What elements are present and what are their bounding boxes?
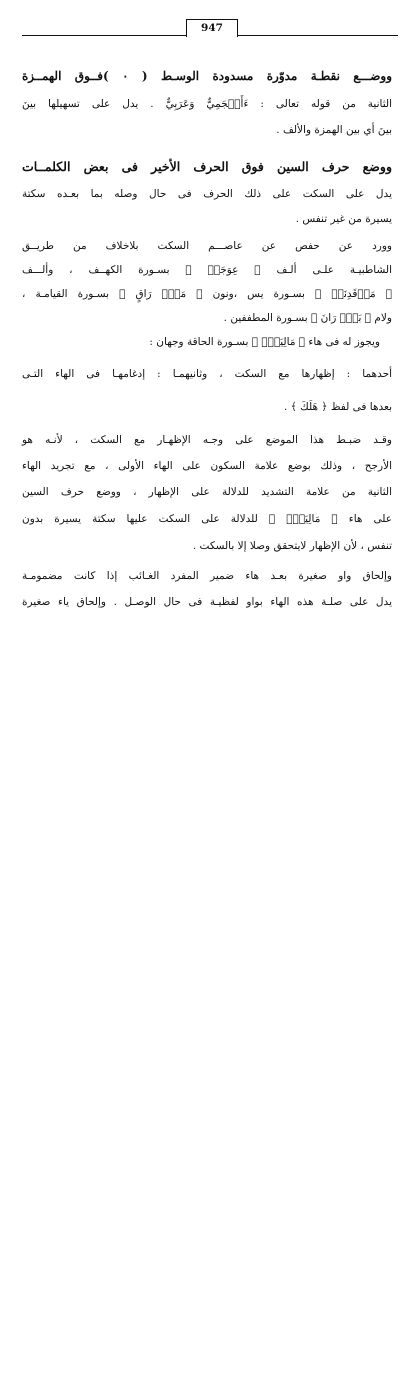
text-line: يدل على السكت على ذلك الحرف فى حال وصله بما بعـده سكتة (22, 188, 392, 200)
text-line: وإلحاق واو صغيرة بعـد هاء ضمير المفرد الغـائب إذا كانت مضمومـة (22, 570, 392, 582)
text-line: الشاطبيـة علـى ألـف ﴿ عِوَجَاۜ ﴾ بسـورة الكهــف ، وألـــف (22, 264, 392, 276)
page-number: 947 (186, 19, 238, 37)
text-line: ويجوز له فى هاء ﴿ مَالِيَهۡۜ ﴾ بسـورة الحاقة وجهان : (149, 336, 380, 348)
text-line: الثانية من قوله تعالى : ءَأَعۡجَمِيٌّ وَعَرَبِيٌّ . يدل على تسهيلها بينَ (22, 98, 392, 110)
text-line: تنفس ، لأن الإظهار لايتحقق وصلا إلا بالسكت . (192, 540, 392, 552)
section-heading: ووضع حرف السين فوق الحرف الأخير فى بعض الكلمــات (22, 159, 392, 174)
text-line: أحدهما : إظهارها مع السكت ، وثانيهمـا : إدغامهـا فى الهاء التـى (22, 368, 392, 380)
text-line: يسيرة من غير تنفس . (295, 213, 392, 225)
text-line: بينَ أي بين الهمزة والألف . (276, 124, 392, 136)
text-line: وورد عن حفص عن عاصـــم السكت بلاخلاف من طريــق (22, 240, 392, 252)
text-line: ﴿ مَرۡقَدِنَاۜ ﴾ بسـورة يس ،ونون ﴿ مَنۡۜ رَاقٍ ﴾ بسـورة القيامـة ، (22, 288, 392, 300)
text-line: بعدها فى لفظ ﴿ هَلَكَ ﴾ . (283, 401, 392, 413)
text-line: ووضـــع نقطـة مدوّرة مسدودة الوسـط ( ۰ )فــوق الهمــزة (22, 69, 392, 83)
text-line: ولام ﴿ بَلۡۜ رَانَ ﴾ بسـورة المطففين . (223, 312, 392, 324)
text-line: الثانية من علامة التشديد للدلالة على الإظهار ، ووضع حرف السين (22, 486, 392, 498)
text-line: يدل على صلـة هذه الهاء بواو لفظيـة فى حال الوصـل . وإلحاق ياء صغيرة (22, 596, 392, 608)
text-line: وقـد ضبـط هذا الموضع على وجـه الإظهـار مع السكت ، لأنـه هو (22, 434, 392, 446)
text-line: على هاء ﴿ مَالِيَهۡۜ ﴾ للدلالة على السكت عليها سكتة يسيرة بدون (22, 513, 392, 525)
text-line: الأرجح ، وذلك بوضع علامة السكون على الهاء الأولى ، مع تجريد الهاء (22, 460, 392, 472)
